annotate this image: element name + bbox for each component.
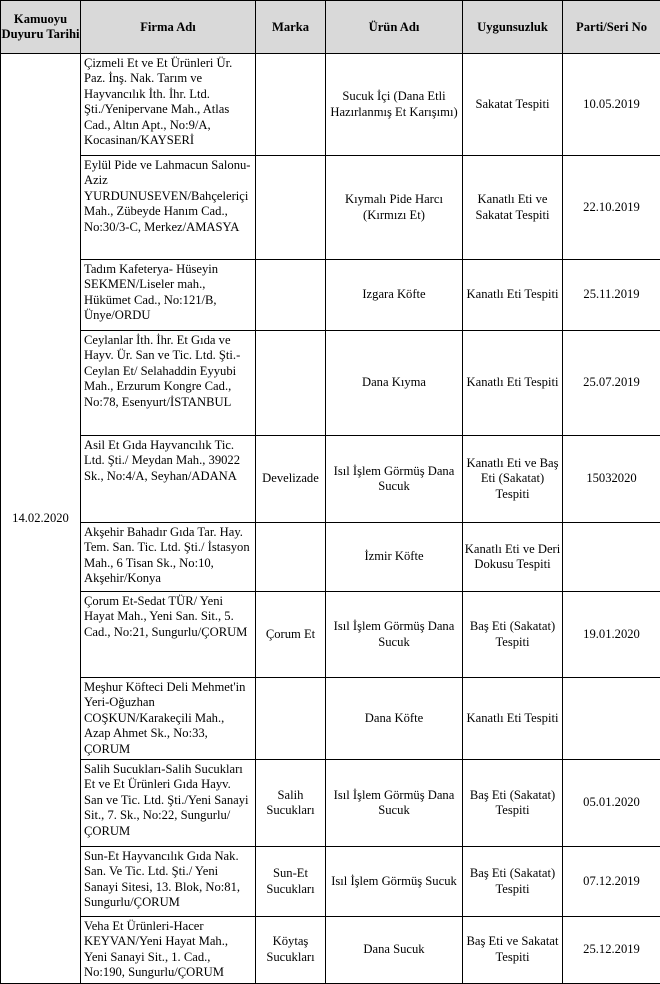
- col-header-product: Ürün Adı: [326, 1, 463, 54]
- header-row: [1, 1, 660, 54]
- batch-cell: 25.12.2019: [563, 917, 660, 984]
- col-header-firm: Firma Adı: [81, 1, 256, 54]
- firm-cell: Meşhur Köfteci Deli Mehmet'in Yeri-Oğuzhan COŞKUN/Karakeçili Mah., Azap Ahmet Sk., No:33, ÇORUM: [81, 678, 256, 760]
- firm-cell: Çorum Et-Sedat TÜR/ Yeni Hayat Mah., Yeni San. Sit., 5. Cad., No:21, Sungurlu/ÇORUM: [81, 592, 256, 678]
- nonconformity-cell: Kanatlı Eti Tespiti: [463, 678, 563, 760]
- product-cell: Isıl İşlem Görmüş Dana Sucuk: [326, 592, 463, 678]
- firm-cell: Akşehir Bahadır Gıda Tar. Hay. Tem. San. Tic. Ltd. Şti./ İstasyon Mah., 6 Tisan Sk., No:10, Akşehir/Konya: [81, 523, 256, 592]
- table-row: [1, 847, 660, 917]
- nonconformity-cell: Kanatlı Eti ve Baş Eti (Sakatat) Tespiti: [463, 436, 563, 523]
- brand-cell: [256, 54, 326, 156]
- nonconformity-cell: Sakatat Tespiti: [463, 54, 563, 156]
- batch-cell: 22.10.2019: [563, 156, 660, 260]
- table-row: [1, 592, 660, 678]
- product-cell: Dana Köfte: [326, 678, 463, 760]
- table-row: [1, 523, 660, 592]
- brand-cell: [256, 523, 326, 592]
- col-header-nonconformity: Uygunsuzluk: [463, 1, 563, 54]
- firm-cell: Tadım Kafeterya- Hüseyin SEKMEN/Liseler mah., Hükümet Cad., No:121/B, Ünye/ORDU: [81, 260, 256, 331]
- nonconformity-cell: Kanatlı Eti ve Sakatat Tespiti: [463, 156, 563, 260]
- product-cell: Dana Sucuk: [326, 917, 463, 984]
- batch-cell: [563, 678, 660, 760]
- batch-cell: 10.05.2019: [563, 54, 660, 156]
- firm-cell: Veha Et Ürünleri-Hacer KEYVAN/Yeni Hayat Mah., Yeni Sanayi Sit., 1. Cad., No:190, Sungurlu/ÇORUM: [81, 917, 256, 984]
- product-cell: Izgara Köfte: [326, 260, 463, 331]
- batch-cell: [563, 523, 660, 592]
- brand-cell: Köytaş Sucukları: [256, 917, 326, 984]
- firm-cell: Salih Sucukları-Salih Sucukları Et ve Et Ürünleri Gıda Hayv. San ve Tic. Ltd. Şti./Yeni Sanayi Sit., 7. Sk., No:22, Sungurlu/ÇORUM: [81, 760, 256, 847]
- brand-cell: [256, 260, 326, 331]
- nonconformity-cell: Baş Eti (Sakatat) Tespiti: [463, 847, 563, 917]
- batch-cell: 19.01.2020: [563, 592, 660, 678]
- batch-cell: 25.07.2019: [563, 331, 660, 436]
- brand-cell: Sun-Et Sucukları: [256, 847, 326, 917]
- table-row: [1, 678, 660, 760]
- nonconformity-cell: Kanatlı Eti Tespiti: [463, 260, 563, 331]
- nonconformity-cell: Baş Eti ve Sakatat Tespiti: [463, 917, 563, 984]
- batch-cell: 15032020: [563, 436, 660, 523]
- announcement-date: 14.02.2020: [1, 54, 81, 984]
- product-cell: Isıl İşlem Görmüş Dana Sucuk: [326, 436, 463, 523]
- product-cell: İzmir Köfte: [326, 523, 463, 592]
- brand-cell: [256, 678, 326, 760]
- batch-cell: 05.01.2020: [563, 760, 660, 847]
- table-row: [1, 436, 660, 523]
- firm-cell: Eylül Pide ve Lahmacun Salonu-Aziz YURDUNUSEVEN/Bahçeleriçi Mah., Zübeyde Hanım Cad., No:30/3-C, Merkez/AMASYA: [81, 156, 256, 260]
- brand-cell: Çorum Et: [256, 592, 326, 678]
- product-cell: Isıl İşlem Görmüş Sucuk: [326, 847, 463, 917]
- brand-cell: [256, 331, 326, 436]
- product-cell: Isıl İşlem Görmüş Dana Sucuk: [326, 760, 463, 847]
- batch-cell: 25.11.2019: [563, 260, 660, 331]
- product-cell: Sucuk İçi (Dana Etli Hazırlanmış Et Karışımı): [326, 54, 463, 156]
- table-row: [1, 54, 660, 156]
- col-header-batch: Parti/Seri No: [563, 1, 660, 54]
- nonconformity-cell: Baş Eti (Sakatat) Tespiti: [463, 592, 563, 678]
- table-row: [1, 331, 660, 436]
- table-row: [1, 156, 660, 260]
- nonconformity-cell: Kanatlı Eti ve Deri Dokusu Tespiti: [463, 523, 563, 592]
- nonconformity-cell: Baş Eti (Sakatat) Tespiti: [463, 760, 563, 847]
- table-row: [1, 260, 660, 331]
- nonconformity-cell: Kanatlı Eti Tespiti: [463, 331, 563, 436]
- batch-cell: 07.12.2019: [563, 847, 660, 917]
- table-row: [1, 917, 660, 984]
- firm-cell: Çizmeli Et ve Et Ürünleri Ür. Paz. İnş. Nak. Tarım ve Hayvancılık İth. İhr. Ltd. Şti./Yenipervane Mah., Atlas Cad., Altın Apt., No:9/A, Kocasinan/KAYSERİ: [81, 54, 256, 156]
- col-header-date: Kamuoyu Duyuru Tarihi: [1, 1, 81, 54]
- brand-cell: Salih Sucukları: [256, 760, 326, 847]
- firm-cell: Asil Et Gıda Hayvancılık Tic. Ltd. Şti./ Meydan Mah., 39022 Sk., No:4/A, Seyhan/ADANA: [81, 436, 256, 523]
- firm-cell: Sun-Et Hayvancılık Gıda Nak. San. Ve Tic. Ltd. Şti./ Yeni Sanayi Sitesi, 13. Blok, No:81, Sungurlu/ÇORUM: [81, 847, 256, 917]
- brand-cell: Develizade: [256, 436, 326, 523]
- product-cell: Dana Kıyma: [326, 331, 463, 436]
- col-header-brand: Marka: [256, 1, 326, 54]
- table-row: [1, 760, 660, 847]
- firm-cell: Ceylanlar İth. İhr. Et Gıda ve Hayv. Ür. San ve Tic. Ltd. Şti.-Ceylan Et/ Selahaddin Eyyubi Mah., Erzurum Kongre Cad., No:78, Esenyurt/İSTANBUL: [81, 331, 256, 436]
- brand-cell: [256, 156, 326, 260]
- product-cell: Kıymalı Pide Harcı (Kırmızı Et): [326, 156, 463, 260]
